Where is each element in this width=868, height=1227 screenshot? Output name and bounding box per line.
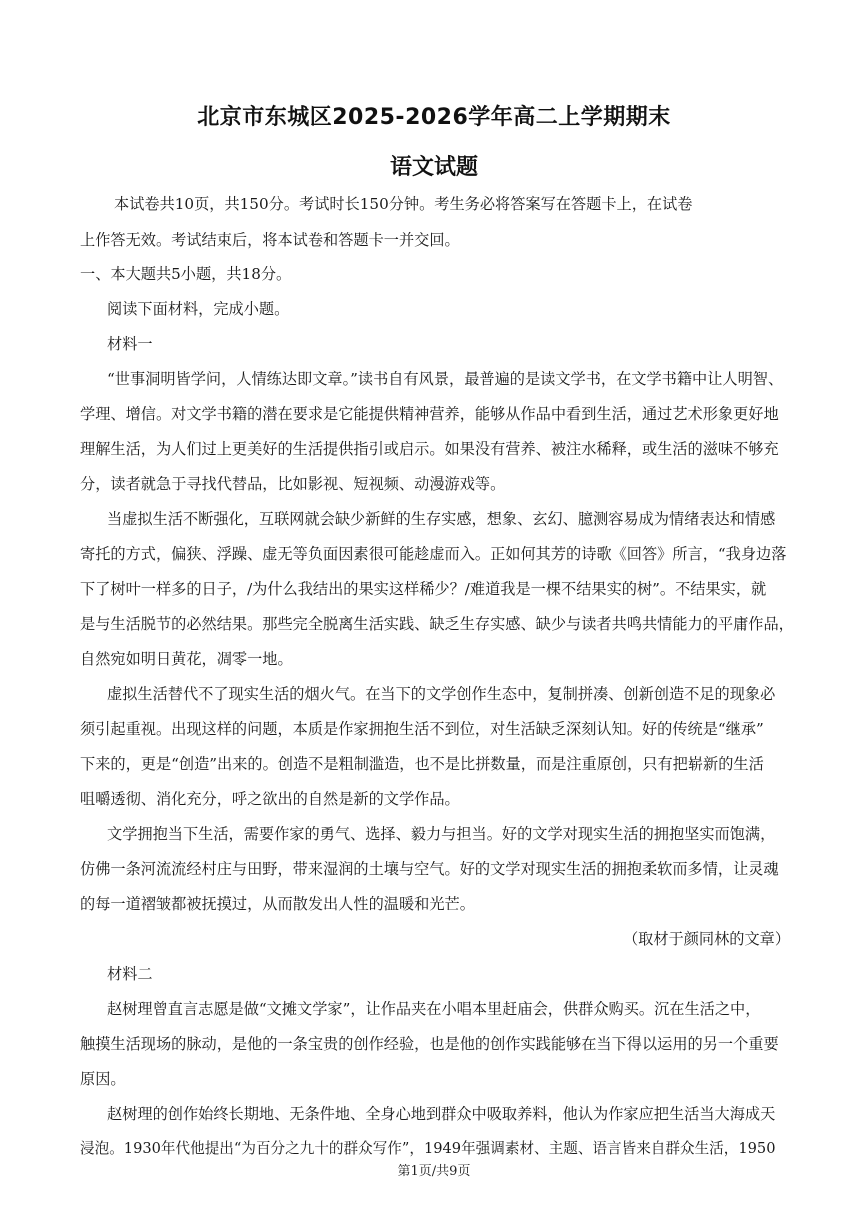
instructions-line-2: 上作答无效。考试结束后，将本试卷和答题卡一并交回。 — [80, 231, 460, 249]
paragraph-line: 浸泡。1930年代他提出“为百分之九十的群众写作”，1949年强调素材、主题、语言皆来自群众生活，1950 — [80, 1140, 776, 1157]
paragraph-line: 须引起重视。出现这样的问题，本质是作家拥抱生活不到位，对生活缺乏深刻认知。好的传统是“继承” — [80, 720, 764, 738]
reading-instruction: 阅读下面材料，完成小题。 — [107, 300, 290, 318]
paragraph-line: “世事洞明皆学问，人情练达即文章。”读书自有风景，最普遍的是读文学书，在文学书籍中让人明智、 — [107, 370, 784, 388]
material-2-heading: 材料二 — [107, 965, 153, 983]
paragraph-line: 自然宛如明日黄花，凋零一地。 — [80, 650, 293, 668]
paragraph-line: 当虚拟生活不断强化，互联网就会缺少新鲜的生存实感，想象、玄幻、臆测容易成为情绪表达和情感 — [107, 510, 776, 528]
paragraph-line: 下来的，更是“创造”出来的。创造不是粗制滥造，也不是比拼数量，而是注重原创，只有把崭新的生活 — [80, 755, 764, 773]
section-heading: 一、本大题共5小题，共18分。 — [80, 265, 292, 283]
paragraph-line: 的每一道褶皱都被抚摸过，从而散发出人性的温暖和光芒。 — [80, 895, 475, 913]
paragraph-line: 咀嚼透彻、消化充分，呼之欲出的自然是新的文学作品。 — [80, 790, 460, 808]
page-footer: 第1页/共9页 — [397, 1164, 471, 1179]
paragraph-line: 赵树理曾直言志愿是做“文摊文学家”，让作品夹在小唱本里赶庙会，供群众购买。沉在生活之中， — [107, 1000, 761, 1018]
paragraph-line: 触摸生活现场的脉动，是他的一条宝贵的创作经验，也是他的创作实践能够在当下得以运用的另一个重要 — [80, 1035, 779, 1053]
paragraph-line: 赵树理的创作始终长期地、无条件地、全身心地到群众中吸取养料，他认为作家应把生活当大海成天 — [107, 1105, 776, 1123]
paragraph-line: 仿佛一条河流流经村庄与田野，带来湿润的土壤与空气。好的文学对现实生活的拥抱柔软而多情，让灵魂 — [80, 860, 779, 878]
paragraph-line: 理解生活，为人们过上更美好的生活提供指引或启示。如果没有营养、被注水稀释，或生活的滋味不够充 — [80, 440, 779, 458]
document-subtitle: 语文试题 — [389, 155, 478, 180]
paragraph-line: 是与生活脱节的必然结果。那些完全脱离生活实践、缺乏生存实感、缺少与读者共鸣共情能力的平庸作品， — [80, 615, 794, 633]
paragraph-line: 文学拥抱当下生活，需要作家的勇气、选择、毅力与担当。好的文学对现实生活的拥抱坚实而饱满， — [107, 825, 776, 843]
document-title: 北京市东城区2025-2026学年高二上学期期末 — [197, 105, 671, 130]
paragraph-line: 分，读者就急于寻找代替品，比如影视、短视频、动漫游戏等。 — [80, 475, 506, 493]
instructions-line-1: 本试卷共10页，共150分。考试时长150分钟。考生务必将答案写在答题卡上，在试卷 — [114, 195, 693, 213]
paragraph-line: 虚拟生活替代不了现实生活的烟火气。在当下的文学创作生态中，复制拼凑、创新创造不足的现象必 — [107, 685, 776, 703]
paragraph-line: 原因。 — [80, 1070, 126, 1088]
material-1-heading: 材料一 — [107, 335, 153, 353]
paragraph-line: 下了树叶一样多的日子，/为什么我结出的果实这样稀少？/难道我是一棵不结果实的树”。不结果实，就 — [80, 580, 767, 598]
source-attribution: （取材于颜同林的文章） — [622, 930, 790, 948]
paragraph-line: 学理、增信。对文学书籍的潜在要求是它能提供精神营养，能够从作品中看到生活，通过艺术形象更好地 — [80, 405, 779, 423]
paragraph-line: 寄托的方式，偏狭、浮躁、虚无等负面因素很可能趁虚而入。正如何其芳的诗歌《回答》所言，“我身边落 — [80, 545, 787, 563]
